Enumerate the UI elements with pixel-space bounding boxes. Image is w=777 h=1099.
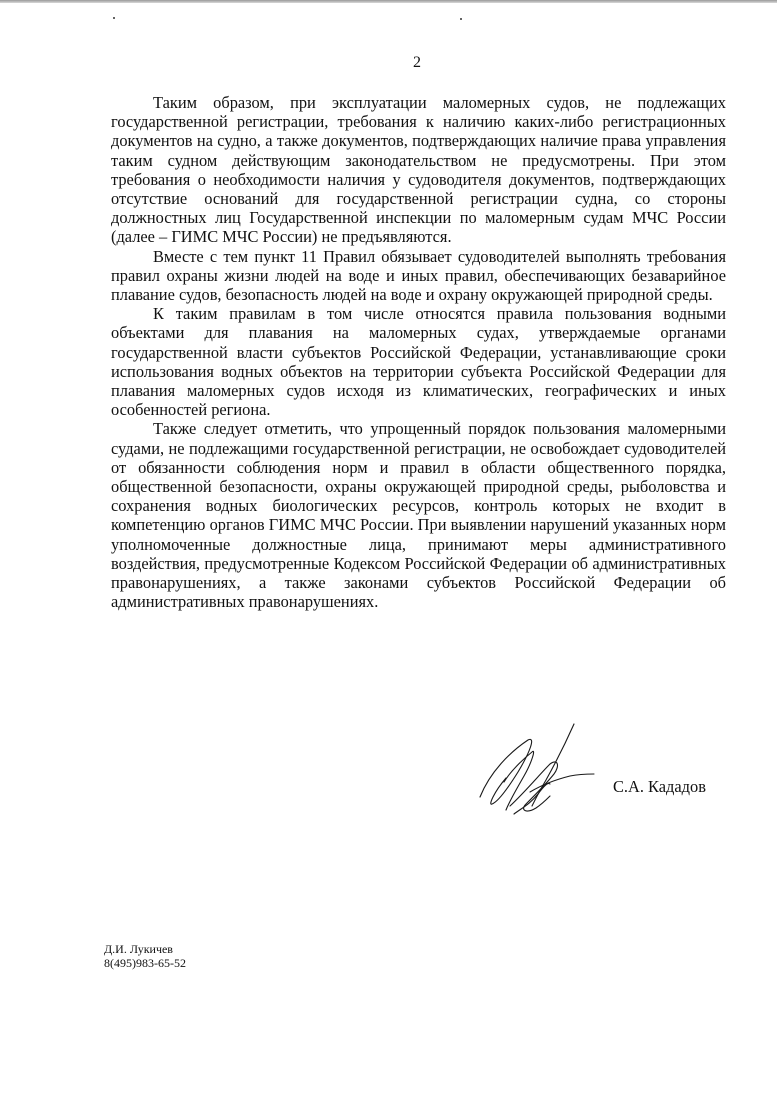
executor-name: Д.И. Лукичев (104, 942, 173, 956)
paragraph: К таким правилам в том числе относятся правила пользования водными объектами для плавания на маломерных судах, утверждаемые органами государственной власти субъектов Российской Федерации, устанавливающие сроки использования водных объектов на территории субъекта Российской Федерации для плавания маломерных судов исходя из климатических, географических и иных особенностей региона. (111, 304, 726, 420)
scan-speck (113, 17, 115, 19)
signature-block (470, 722, 760, 832)
letter-body (111, 93, 726, 611)
paragraph: Также следует отметить, что упрощенный порядок пользования маломерными судами, не подлежащими государственной регистрации, не освобождает судоводителей от обязанности соблюдения норм и правил в области общественного порядка, общественной безопасности, охраны окружающей природной среды, рыболовства и сохранения водных биологических ресурсов, контроль которых не входит в компетенцию органов ГИМС МЧС России. При выявлении нарушений указанных норм уполномоченные должностные лица, принимают меры административного воздействия, предусмотренные Кодексом Российской Федерации об административных правонарушениях, а также законами субъектов Российской Федерации об административных правонарушениях. (111, 419, 726, 612)
scan-top-edge (0, 0, 777, 3)
executor-info (104, 942, 186, 970)
executor-phone: 8(495)983-65-52 (104, 956, 186, 970)
signer-name: С.А. Кададов (613, 777, 706, 796)
page-number: 2 (413, 54, 421, 71)
scan-speck (460, 18, 462, 20)
handwritten-signature-icon (470, 722, 610, 827)
paragraph: Таким образом, при эксплуатации маломерных судов, не подлежащих государственной регистрации, требования к наличию каких-либо регистрационных документов на судно, а также документов, подтверждающих наличие права управления таким судном действующим законодательством не предусмотрены. При этом требования о необходимости наличия у судоводителя документов, подтверждающих отсутствие оснований для государственной регистрации судна, со стороны должностных лиц Государственной инспекции по маломерным судам МЧС России (далее – ГИМС МЧС России) не предъявляются. (111, 93, 726, 247)
paragraph: Вместе с тем пункт 11 Правил обязывает судоводителей выполнять требования правил охраны жизни людей на воде и иных правил, обеспечивающих безаварийное плавание судов, безопасность людей на воде и охрану окружающей природной среды. (111, 246, 726, 305)
